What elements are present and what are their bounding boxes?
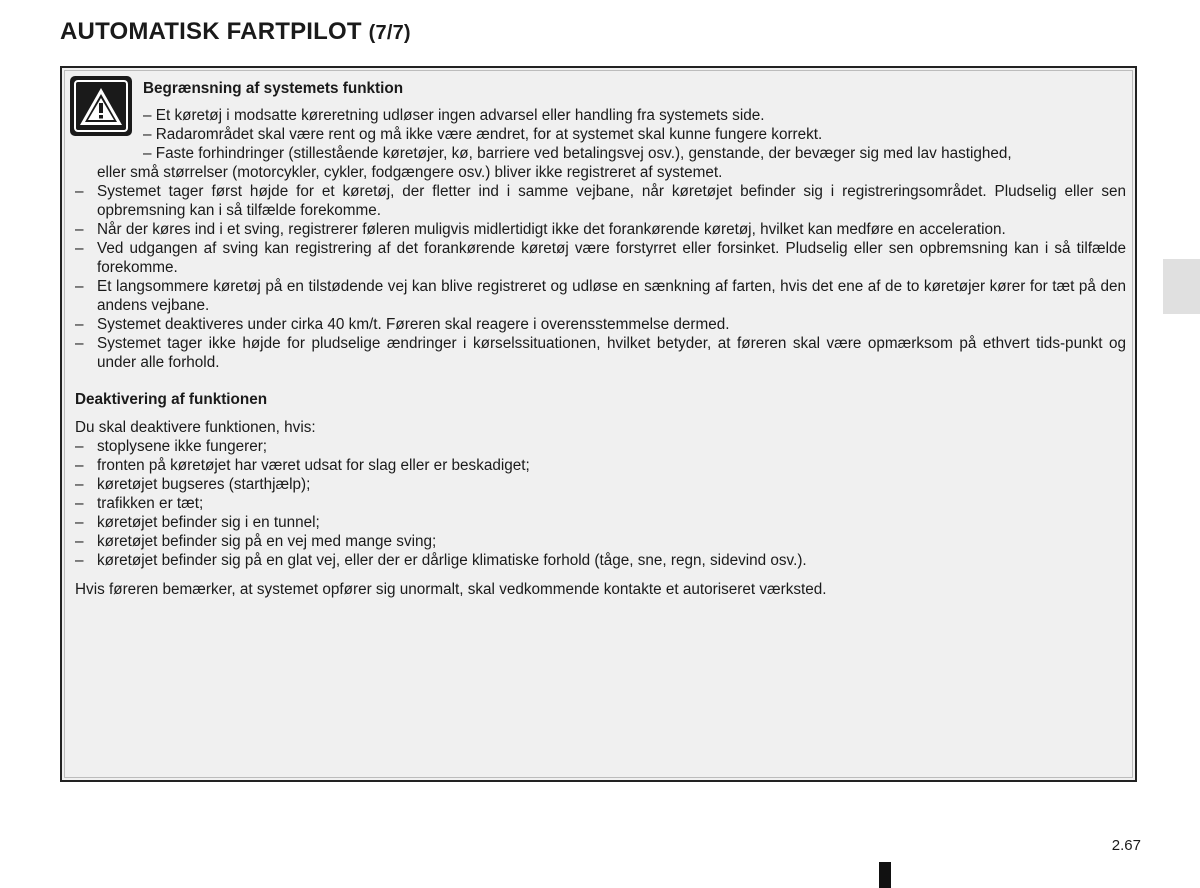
warning-line: – Faste forhindringer (stillestående køretøjer, kø, barriere ved betalingsvej osv.), genstande, der bevæger sig med lav hastighed, — [143, 145, 1012, 162]
deactivation-heading: Deaktivering af funktionen — [75, 391, 268, 408]
list-dash: – — [75, 495, 84, 512]
page-edge-marker — [879, 862, 891, 888]
list-dash: – — [75, 438, 84, 455]
title-text: AUTOMATISK FARTPILOT — [60, 18, 362, 45]
deactivation-list-item: køretøjet bugseres (starthjælp); — [97, 476, 311, 493]
warning-list-item: Systemet tager ikke højde for pludselige ændringer i kørselssituationen, hvilket betyder, at føreren skal være opmærksom på ethvert tids-punkt og under alle forhold. — [97, 335, 1126, 371]
list-dash: – — [75, 278, 84, 295]
warning-heading: Begrænsning af systemets funktion — [143, 80, 404, 97]
list-dash: – — [75, 335, 84, 352]
warning-line: – Et køretøj i modsatte køreretning udløser ingen advarsel eller handling fra systemets side. — [143, 107, 765, 124]
page-title — [60, 18, 411, 46]
list-dash: – — [75, 316, 84, 333]
list-dash: – — [75, 183, 84, 200]
warning-line-continued: eller små størrelser (motorcykler, cykler, fodgængere osv.) bliver ikke registreret af systemet. — [97, 164, 723, 181]
deactivation-list-item: trafikken er tæt; — [97, 495, 204, 512]
list-dash: – — [75, 457, 84, 474]
deactivation-intro: Du skal deaktivere funktionen, hvis: — [75, 419, 316, 436]
warning-line: – Radarområdet skal være rent og må ikke være ændret, for at systemet skal kunne fungere korrekt. — [143, 126, 823, 143]
list-dash: – — [75, 221, 84, 238]
warning-list-item: Systemet tager først højde for et køretøj, der fletter ind i samme vejbane, når køretøjet befinder sig i registreringsområdet. Pludselig eller sen opbremsning kan i så tilfælde forekomme. — [97, 183, 1126, 219]
warning-list-item: Et langsommere køretøj på en tilstødende vej kan blive registreret og udløse en sænkning af farten, hvis det ene af de to køretøjer kører for tæt på den andens vejbane. — [97, 278, 1126, 314]
deactivation-closing: Hvis føreren bemærker, at systemet opfører sig unormalt, skal vedkommende kontakte et autoriseret værksted. — [75, 581, 827, 598]
list-dash: – — [75, 533, 84, 550]
list-dash: – — [75, 552, 84, 569]
warning-triangle-icon — [70, 76, 132, 136]
warning-list-item: Når der køres ind i et sving, registrerer føleren muligvis midlertidigt ikke det forankørende køretøj, hvilket kan medføre en acceleration. — [97, 221, 1006, 238]
deactivation-list-item: køretøjet befinder sig på en vej med mange sving; — [97, 533, 437, 550]
deactivation-list-item: fronten på køretøjet har været udsat for slag eller er beskadiget; — [97, 457, 530, 474]
warning-list-item: Ved udgangen af sving kan registrering af det forankørende køretøj være forstyrret eller forsinket. Pludselig eller sen opbremsning kan i så tilfælde forekomme. — [97, 240, 1126, 276]
section-tab-marker — [1163, 259, 1200, 314]
list-dash: – — [75, 476, 84, 493]
page-number: 2.67 — [1111, 837, 1141, 854]
deactivation-list-item: køretøjet befinder sig i en tunnel; — [97, 514, 320, 531]
list-dash: – — [75, 514, 84, 531]
deactivation-list-item: stoplysene ikke fungerer; — [97, 438, 268, 455]
deactivation-list-item: køretøjet befinder sig på en glat vej, eller der er dårlige klimatiske forhold (tåge, sne, regn, sidevind osv.). — [97, 552, 807, 569]
list-dash: – — [75, 240, 84, 257]
title-part: (7/7) — [368, 22, 411, 44]
warning-list-item: Systemet deaktiveres under cirka 40 km/t. Føreren skal reagere i overensstemmelse dermed. — [97, 316, 730, 333]
